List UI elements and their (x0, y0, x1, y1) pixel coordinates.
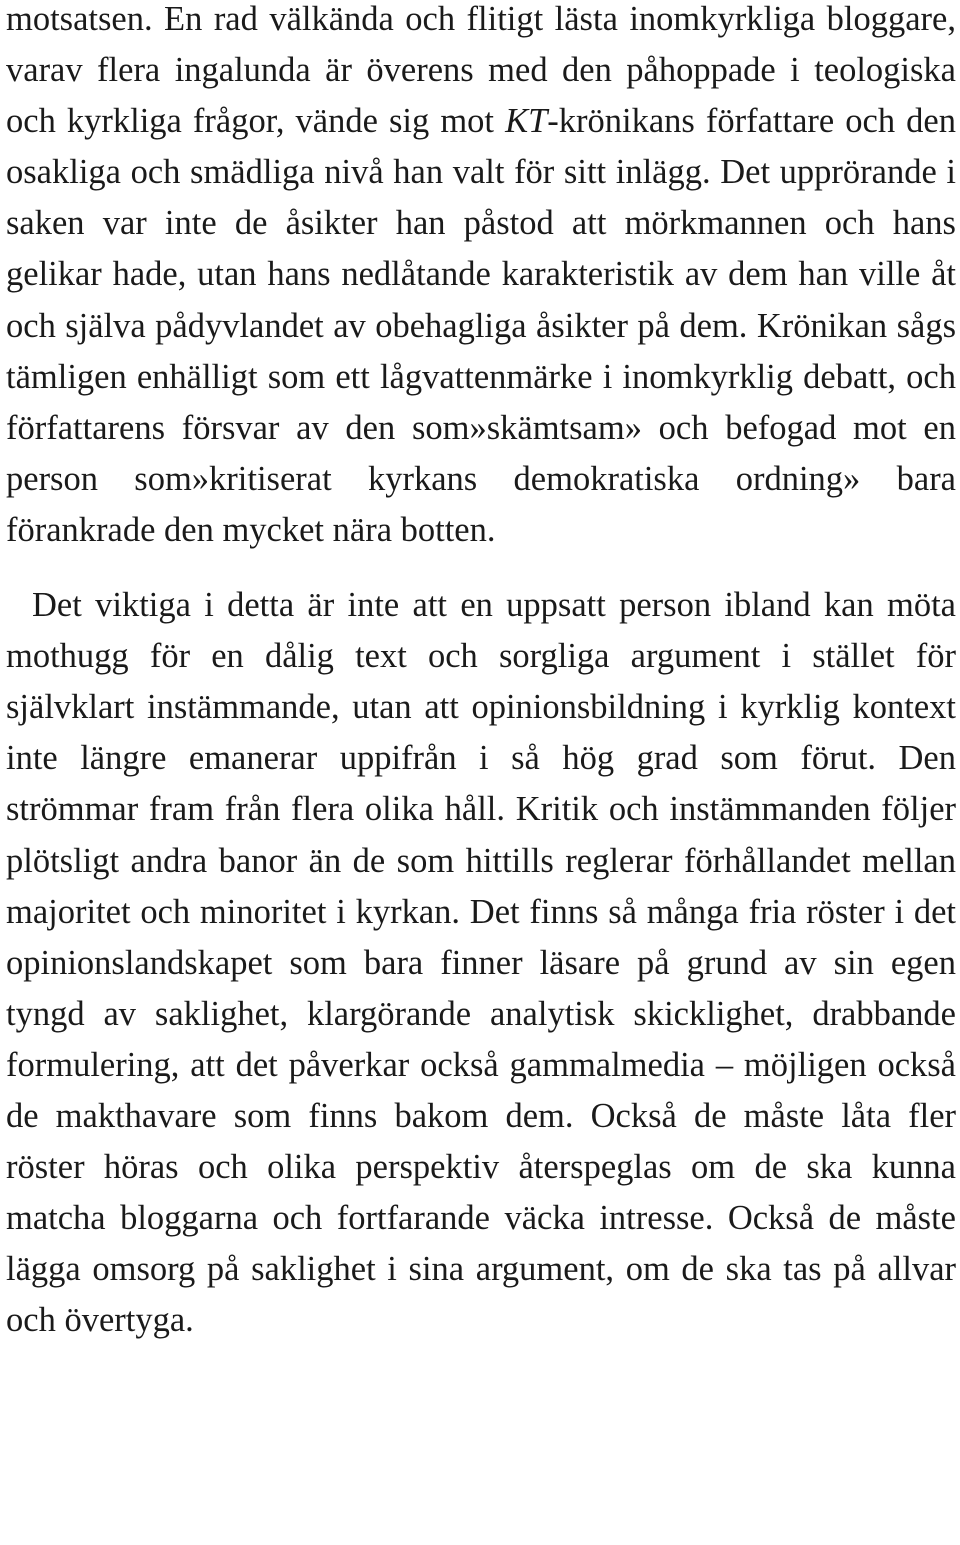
paragraph-1 (6, 0, 956, 556)
paragraph-2-text: Det viktiga i detta är inte att en uppsatt person ibland kan möta mothugg för en dålig text och sorgliga argument i stället för självklart instämmande, utan att opinionsbildning i kyrklig kontext inte längre emanerar uppifrån i så hög grad som förut. Den strömmar fram från flera olika håll. Kritik och instämmanden följer plötsligt andra banor än de som hittills reglerar förhållandet mellan majoritet och minoritet i kyrkan. Det finns så många fria röster i det opinionslandskapet som bara finner läsare på grund av sin egen tyngd av saklighet, klargörande analytisk skicklighet, drabbande formulering, att det påverkar också gammalmedia – möjligen också de makthavare som finns bakom dem. Också de måste låta fler röster höras och olika perspektiv återspeglas om de ska kunna matcha bloggarna och fortfarande väcka intresse. Också de måste lägga omsorg på saklighet i sina argument, om de ska tas på allvar och övertyga. (6, 586, 956, 1340)
paragraph-1-text-b: -krönikans författare och den osakliga och smädliga nivå han valt för sitt inlägg. Det upprörande i saken var inte de åsikter han påstod att mörkmannen och hans gelikar hade, utan hans nedlåtande karakteristik av dem han ville åt och själva pådyvlandet av obehagliga åsikter på dem. Krönikan sågs tämligen enhälligt som ett lågvattenmärke i inomkyrklig debatt, och författarens försvar av den som»skämtsam» och befogad mot en person som»kritiserat kyrkans demokratiska ordning» bara förankrade den mycket nära botten. (6, 102, 956, 549)
paragraph-2 (6, 580, 956, 1346)
paragraph-1-kt-abbreviation: KT (505, 102, 548, 141)
document-page (6, 0, 956, 1346)
paragraph-1-text-a: motsatsen. En rad välkända och flitigt lästa inomkyrkliga bloggare, varav flera ingalunda är överens med den påhoppade i teologiska och kyrkliga frågor, vände sig mot (6, 0, 956, 141)
